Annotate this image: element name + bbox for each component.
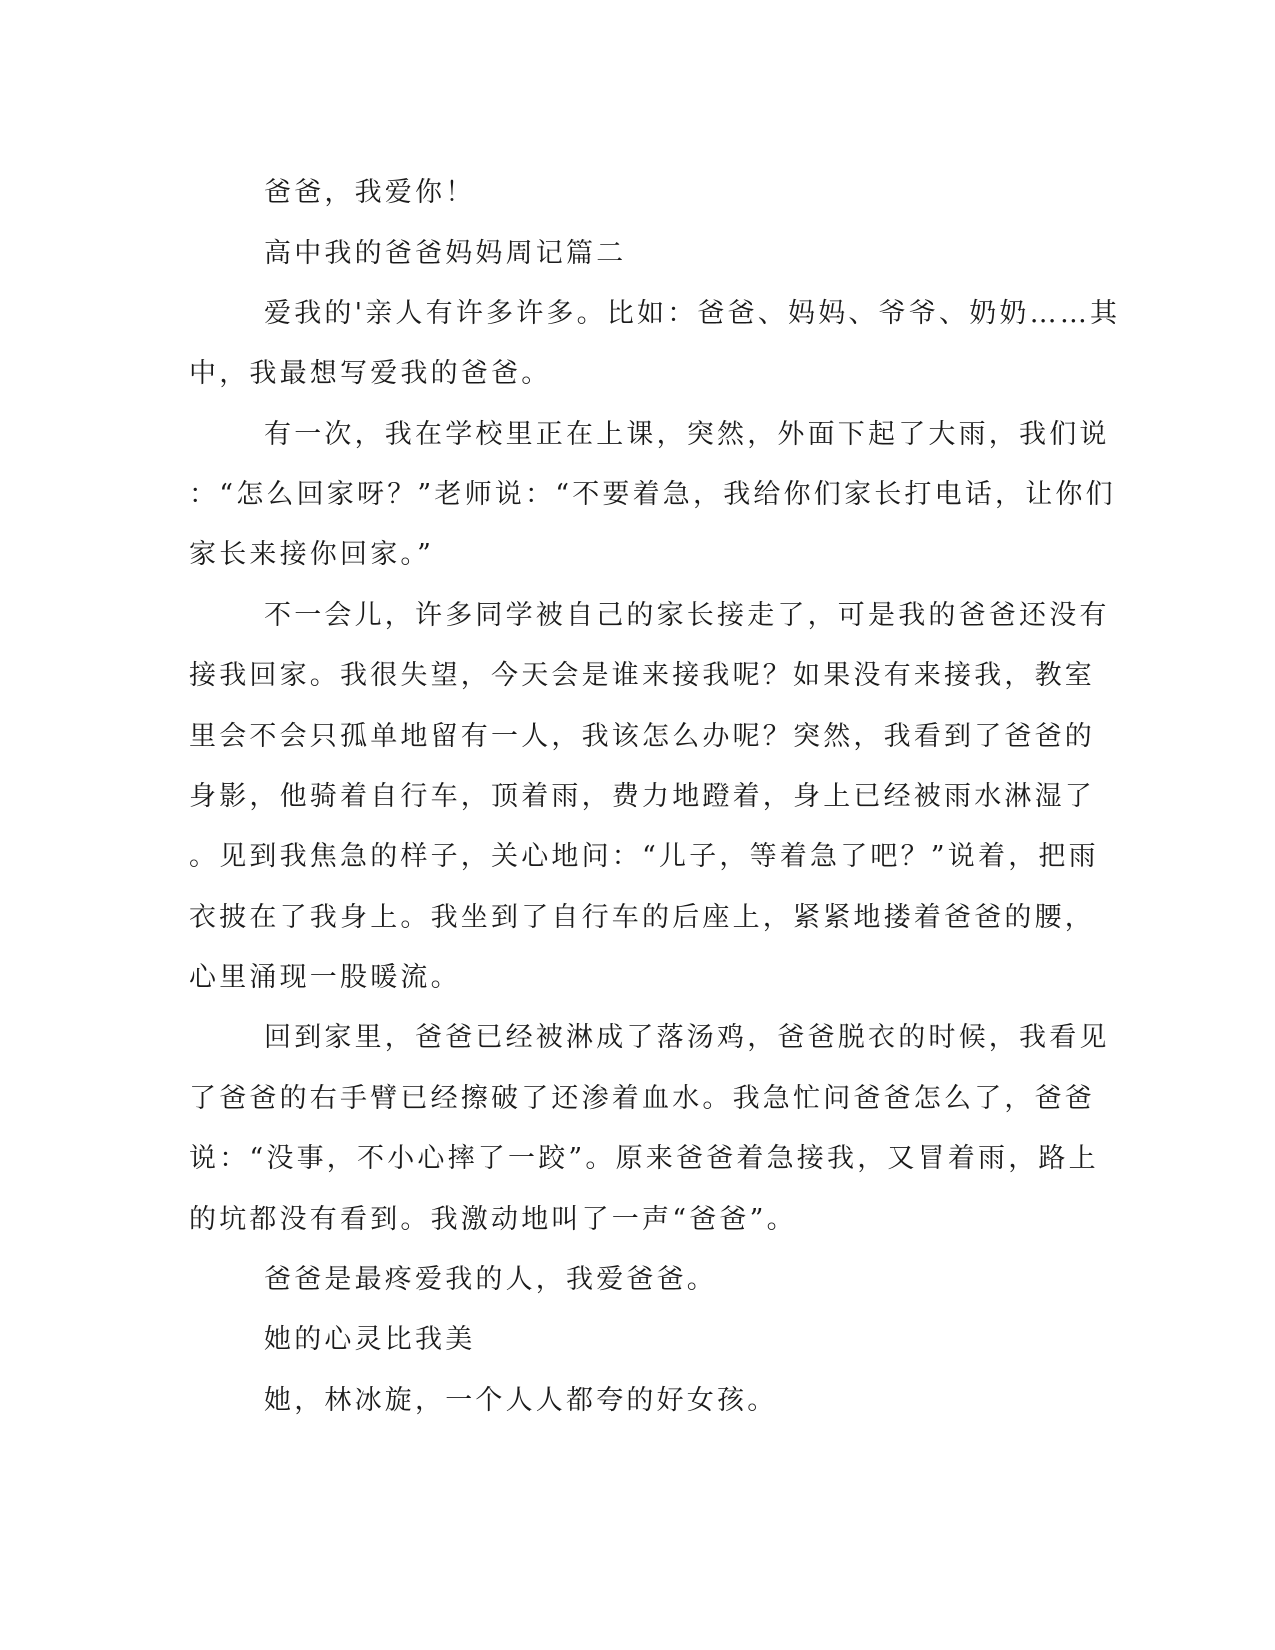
text-line: 她，林冰旋，一个人人都夸的好女孩。: [264, 1385, 778, 1416]
text-line: 回到家里，爸爸已经被淋成了落汤鸡，爸爸脱衣的时候，我看见: [264, 1022, 1110, 1053]
text-line: 说：“没事，不小心摔了一跤”。原来爸爸着急接我，又冒着雨，路上: [189, 1143, 1099, 1174]
text-line: 中，我最想写爱我的爸爸。: [189, 358, 552, 389]
text-line: 接我回家。我很失望，今天会是谁来接我呢？如果没有来接我，教室: [189, 660, 1095, 691]
text-line: ：“怎么回家呀？”老师说：“不要着急，我给你们家长打电话，让你们: [189, 479, 1116, 510]
text-line: 不一会儿，许多同学被自己的家长接走了，可是我的爸爸还没有: [264, 600, 1110, 631]
text-line: 的坑都没有看到。我激动地叫了一声“爸爸”。: [189, 1204, 797, 1235]
text-line: 有一次，我在学校里正在上课，突然，外面下起了大雨，我们说: [264, 419, 1110, 450]
text-line: 家长来接你回家。”: [189, 539, 435, 570]
text-line: 爱我的'亲人有许多许多。比如：爸爸、妈妈、爷爷、奶奶……其: [264, 298, 1121, 329]
text-line: 爸爸是最疼爱我的人，我爱爸爸。: [264, 1264, 717, 1295]
text-line: 身影，他骑着自行车，顶着雨，费力地蹬着，身上已经被雨水淋湿了: [189, 781, 1095, 812]
section-heading: 她的心灵比我美: [264, 1324, 476, 1355]
text-line: 里会不会只孤单地留有一人，我该怎么办呢？突然，我看到了爸爸的: [189, 721, 1095, 752]
text-line: 衣披在了我身上。我坐到了自行车的后座上，紧紧地搂着爸爸的腰，: [189, 902, 1095, 933]
text-line: 爸爸，我爱你！: [264, 177, 476, 208]
section-heading: 高中我的爸爸妈妈周记篇二: [264, 238, 627, 269]
text-line: 了爸爸的右手臂已经擦破了还渗着血水。我急忙问爸爸怎么了，爸爸: [189, 1083, 1095, 1114]
text-line: 。见到我焦急的样子，关心地问：“儿子，等着急了吧？”说着，把雨: [189, 841, 1099, 872]
text-line: 心里涌现一股暖流。: [189, 962, 461, 993]
